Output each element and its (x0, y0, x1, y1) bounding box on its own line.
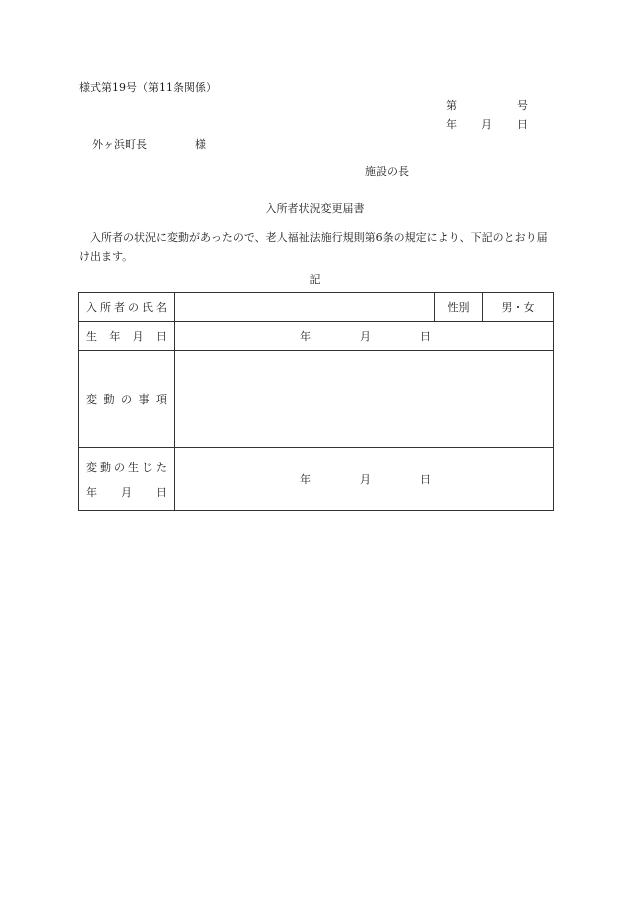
birth-date-field[interactable]: 年 月 日 (175, 322, 554, 351)
submission-date-month: 月 (481, 118, 492, 131)
gender-label: 性別 (435, 293, 483, 322)
change-row (79, 351, 554, 448)
change-label: 変 動 の 事 項 (79, 351, 175, 448)
birth-row (79, 322, 554, 351)
gender-value[interactable]: 男・女 (483, 293, 554, 322)
body-text: 入所者の状況に変動があったので、老人福祉法施行規則第6条の規定により、下記のとおり届け出ます。 (79, 231, 548, 263)
doc-number-prefix: 第 (446, 99, 457, 112)
occurred-date-field[interactable]: 年 月 日 (175, 448, 554, 511)
change-details-field[interactable] (175, 351, 554, 448)
form-number: 様式第19号（第11条関係） (79, 81, 217, 94)
occurred-label: 変 動 の 生 じ た 年 月 日 (79, 448, 175, 511)
birth-label: 生 年 月 日 (79, 322, 175, 351)
submission-date-year: 年 (446, 118, 457, 131)
submission-date-day: 日 (517, 118, 528, 131)
addressee-honorific: 様 (195, 138, 206, 151)
addressee-name: 外ヶ浜町長 (92, 138, 147, 151)
doc-number-suffix: 号 (517, 99, 528, 112)
name-label: 入 所 者 の 氏 名 (79, 293, 175, 322)
name-row (79, 293, 554, 322)
occurred-row (79, 448, 554, 511)
ki-heading: 記 (309, 273, 321, 286)
form-table (78, 292, 554, 511)
sender-title: 施設の長 (365, 165, 409, 178)
name-field[interactable] (175, 293, 435, 322)
document-title: 入所者状況変更届書 (265, 202, 365, 215)
